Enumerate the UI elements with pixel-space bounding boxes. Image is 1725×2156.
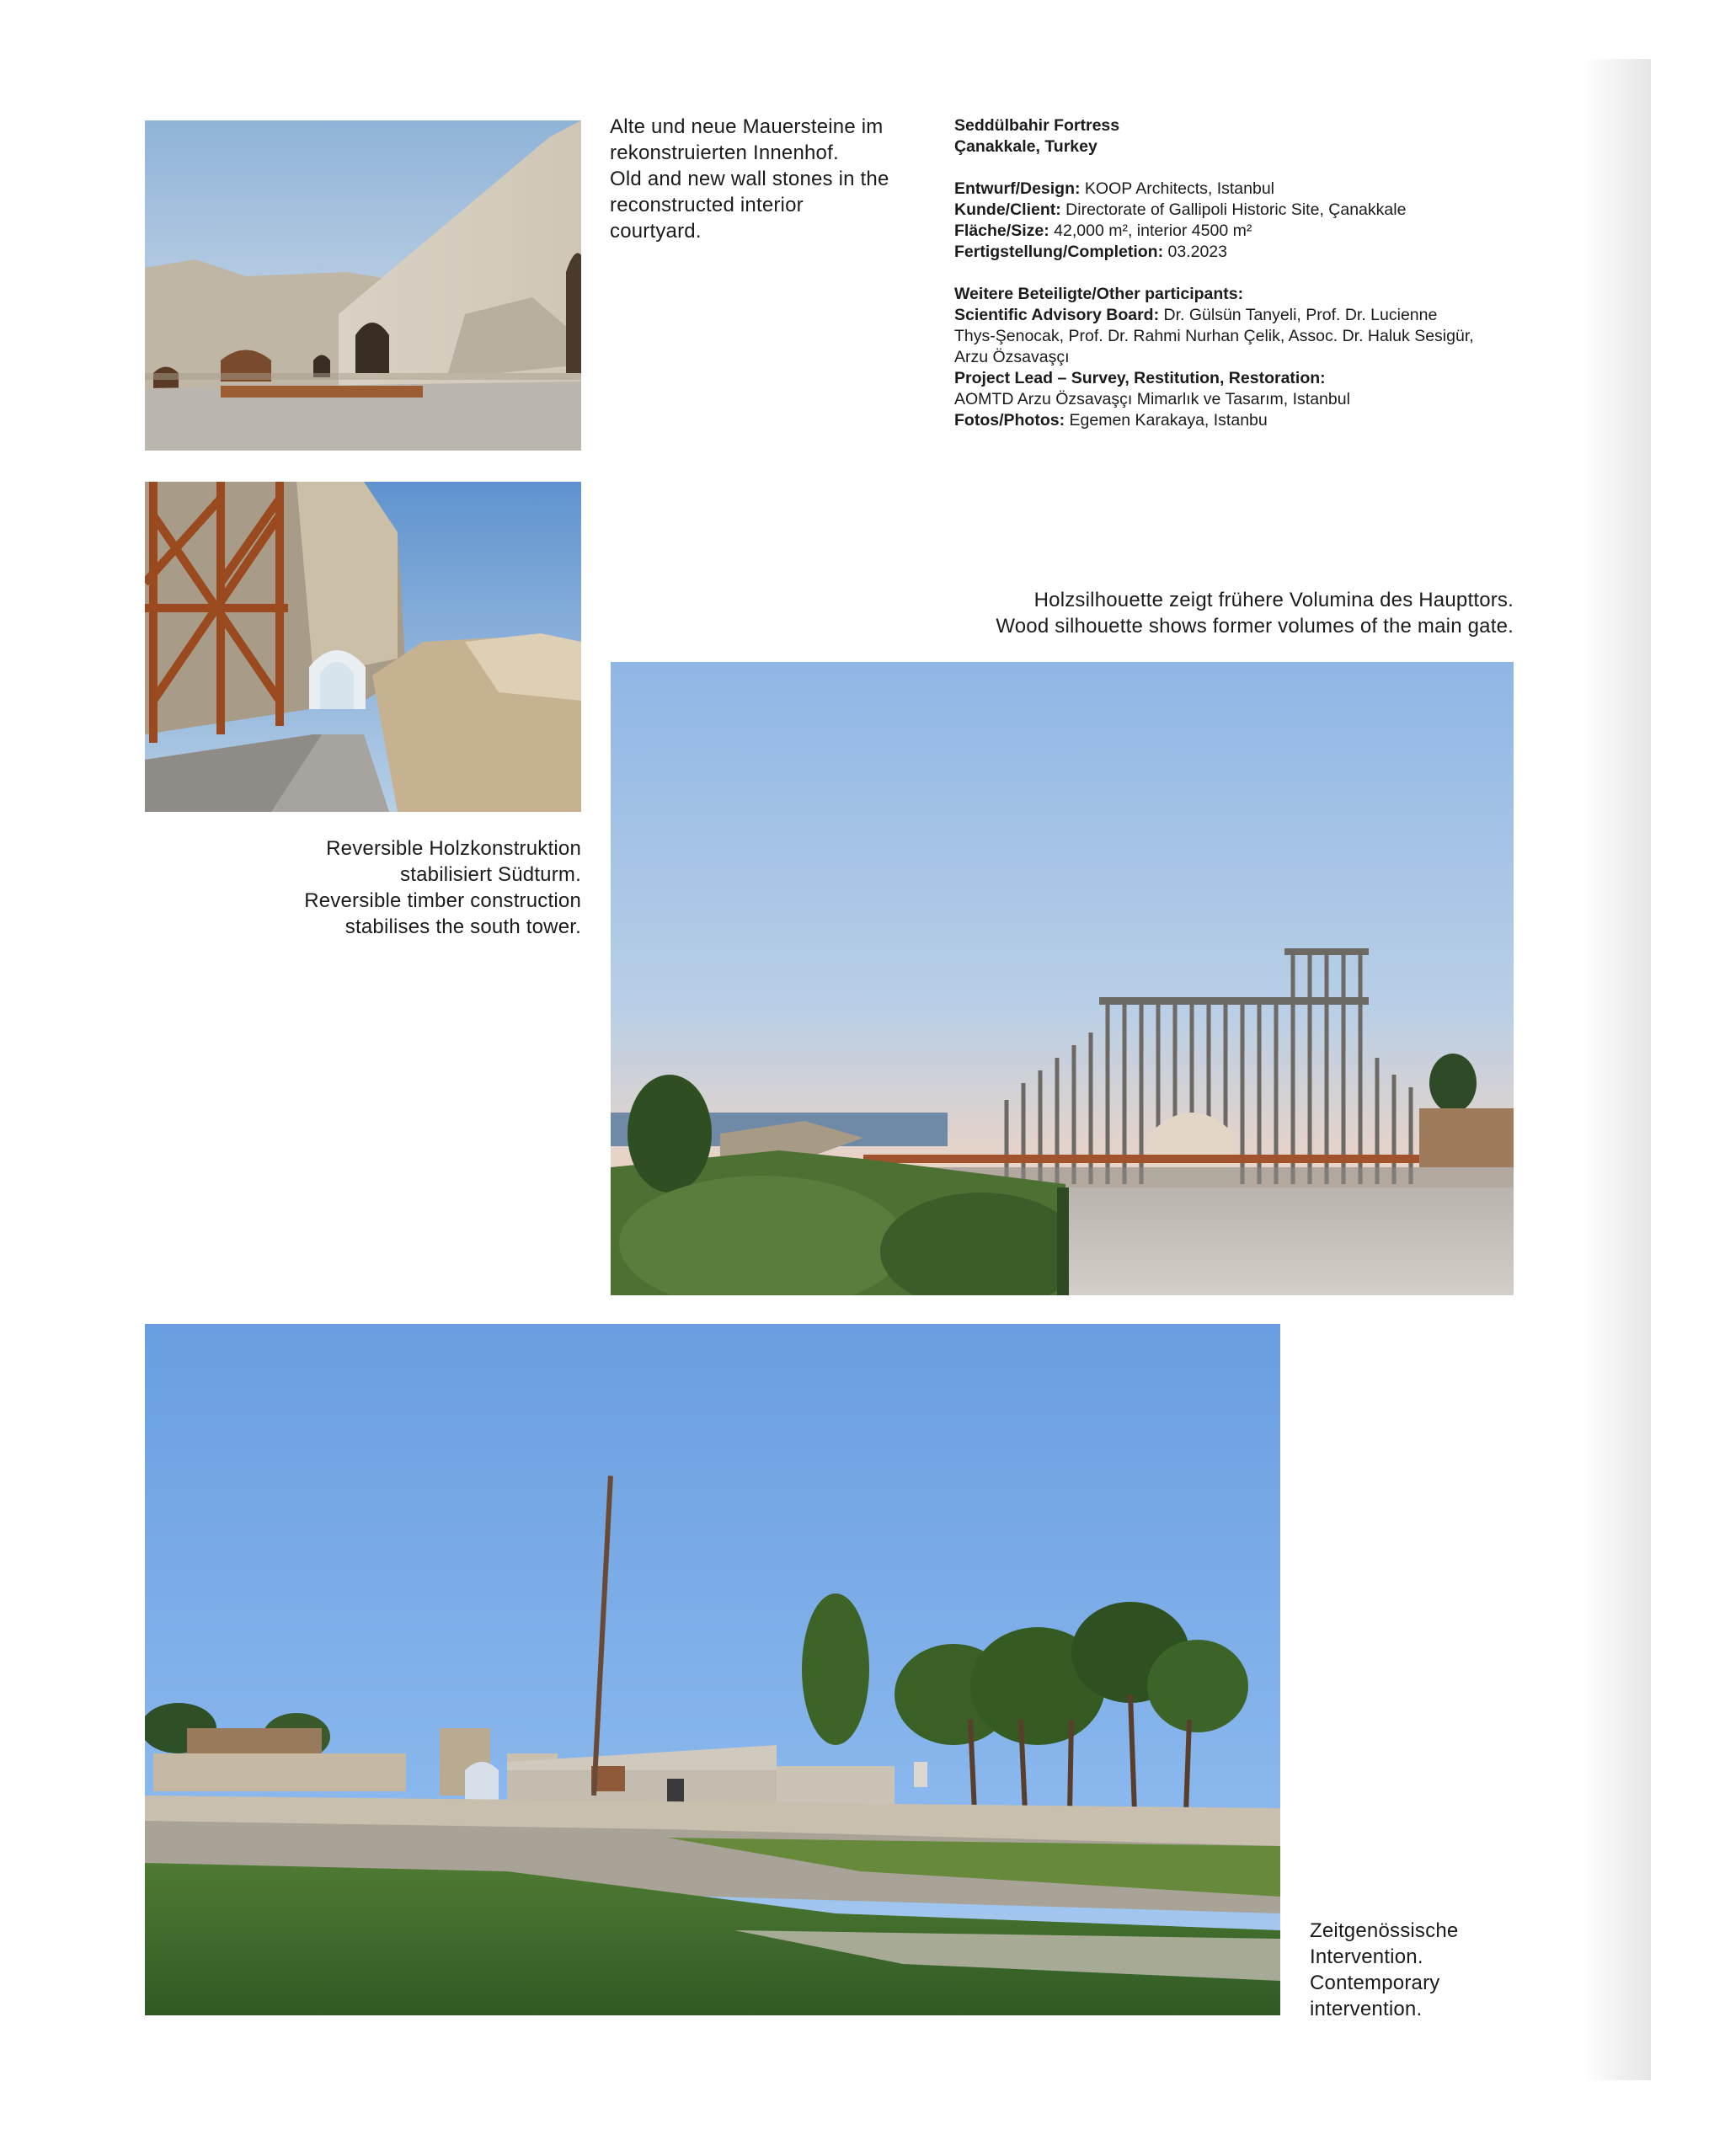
page-gutter-shadow [1583, 59, 1651, 2080]
caption-line: Zeitgenössische [1310, 1919, 1459, 1942]
caption-line: rekonstruierten Innenhof. [610, 141, 839, 164]
caption-line: Intervention. [1310, 1945, 1423, 1968]
caption-line: stabilisiert Südturm. [400, 863, 581, 886]
project-credits [954, 115, 1561, 431]
caption-line: stabilises the south tower. [344, 915, 581, 938]
caption-line: Contemporary [1310, 1972, 1440, 1994]
credit-lead-value: AOMTD Arzu Özsavaşçı Mimarlık ve Tasarım, Istanbul [954, 390, 1350, 408]
credit-client: Kunde/Client: Directorate of Gallipoli Historic Site, Çanakkale [954, 200, 1407, 219]
photo-intervention [145, 1324, 1280, 2015]
caption-line: Holzsilhouette zeigt frühere Volumina des Haupttors. [1033, 589, 1514, 611]
caption-line: courtyard. [610, 220, 702, 243]
credit-design: Entwurf/Design: KOOP Architects, Istanbul [954, 179, 1275, 198]
participants-heading: Weitere Beteiligte/Other participants: [954, 285, 1244, 303]
credit-size: Fläche/Size: 42,000 m², interior 4500 m² [954, 221, 1252, 240]
caption-intervention [1310, 1918, 1458, 2022]
photo-gate-silhouette [611, 662, 1514, 1295]
caption-courtyard [610, 114, 889, 244]
credit-lead-label: Project Lead – Survey, Restitution, Restoration: [954, 369, 1326, 387]
caption-line: intervention. [1310, 1998, 1423, 2020]
caption-line: reconstructed interior [610, 194, 804, 216]
project-location: Çanakkale, Turkey [954, 137, 1097, 156]
credit-advisory-cont: Thys-Şenocak, Prof. Dr. Rahmi Nurhan Çelik, Assoc. Dr. Haluk Sesigür, [954, 327, 1474, 345]
photo-courtyard [145, 120, 581, 451]
photo-south-tower [145, 482, 581, 812]
caption-line: Old and new wall stones in the [610, 168, 889, 190]
caption-line: Reversible Holzkonstruktion [326, 837, 581, 860]
caption-line: Reversible timber construction [304, 889, 581, 912]
caption-line: Alte und neue Mauersteine im [610, 115, 884, 138]
credit-advisory: Scientific Advisory Board: Dr. Gülsün Tanyeli, Prof. Dr. Lucienne [954, 306, 1438, 324]
credit-completion: Fertigstellung/Completion: 03.2023 [954, 243, 1227, 261]
caption-tower [211, 835, 581, 940]
credit-photos: Fotos/Photos: Egemen Karakaya, Istanbu [954, 411, 1268, 430]
project-name: Seddülbahir Fortress [954, 116, 1120, 135]
caption-line: Wood silhouette shows former volumes of the main gate. [996, 615, 1514, 638]
credit-advisory-cont: Arzu Özsavaşçı [954, 348, 1070, 366]
caption-gate [842, 587, 1514, 639]
